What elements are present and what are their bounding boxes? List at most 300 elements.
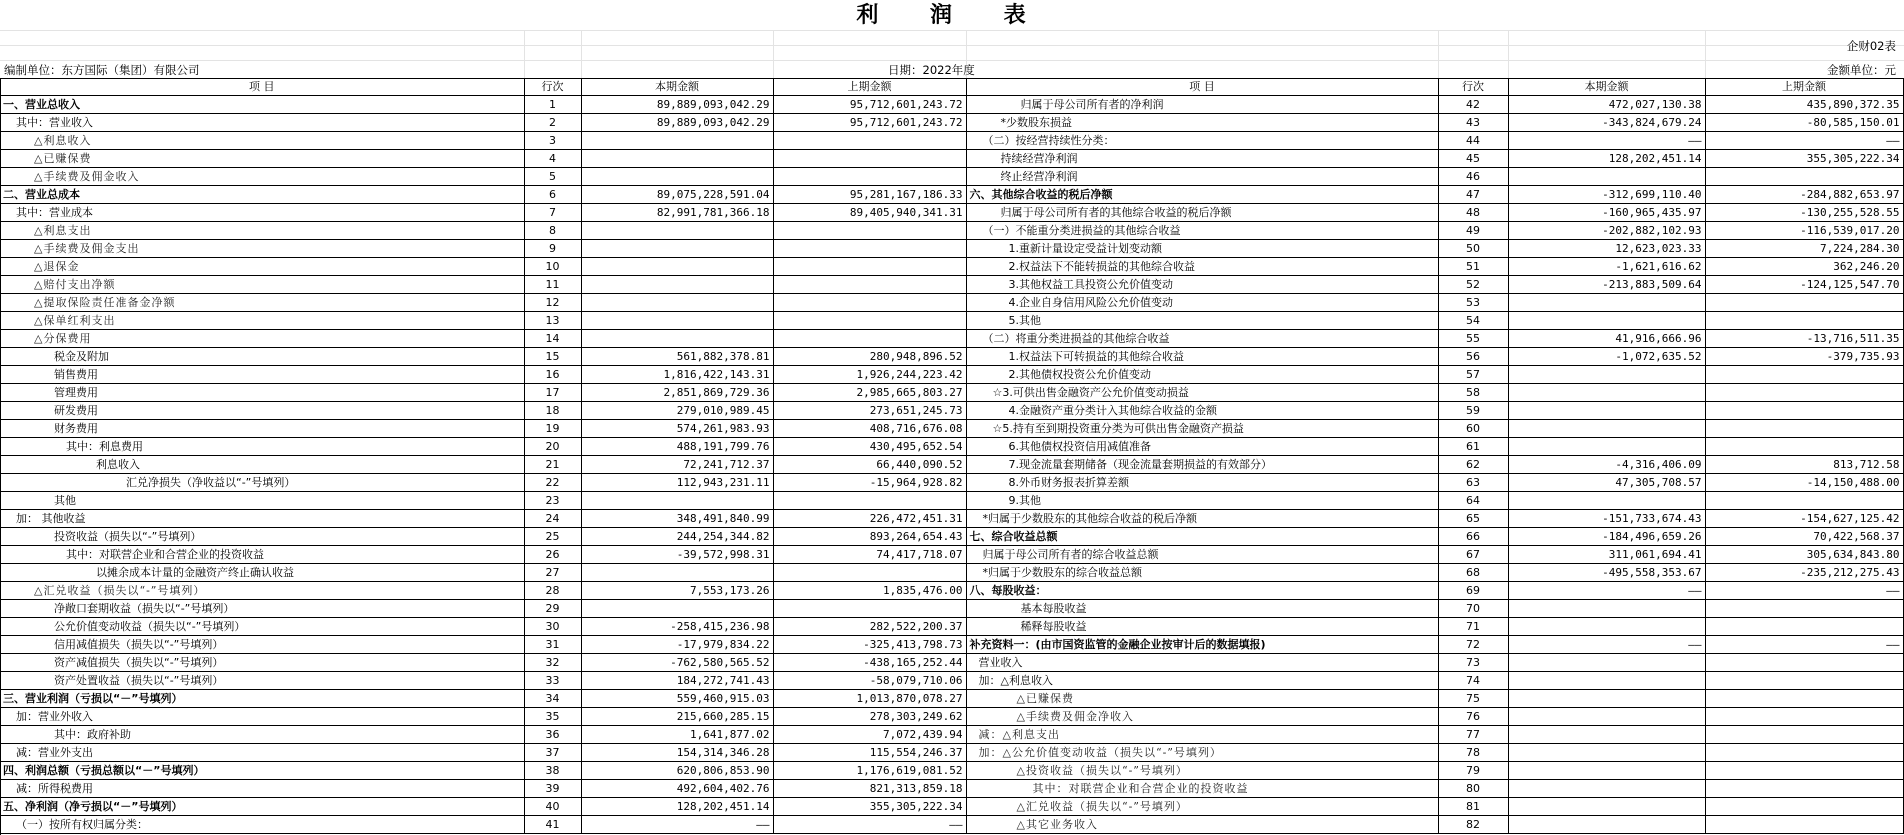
left-prior-amount: 95,712,601,243.72 [773, 114, 966, 132]
right-current-amount [1508, 744, 1705, 762]
left-item-label: △汇兑收益（损失以“-”号填列） [0, 582, 524, 600]
left-line-number: 17 [524, 384, 581, 402]
right-prior-amount [1705, 654, 1903, 672]
left-line-number: 18 [524, 402, 581, 420]
right-line-number: 60 [1438, 420, 1508, 438]
header-line-2: 行次 [1438, 78, 1508, 96]
left-item-label: 减：所得税费用 [0, 780, 524, 798]
left-line-number: 9 [524, 240, 581, 258]
right-current-amount: -343,824,679.24 [1508, 114, 1705, 132]
left-prior-amount: 115,554,246.37 [773, 744, 966, 762]
table-row [0, 762, 1903, 780]
left-item-label: （一）按所有权归属分类： [0, 816, 524, 834]
right-line-number: 61 [1438, 438, 1508, 456]
left-line-number: 25 [524, 528, 581, 546]
left-item-label: 加： 其他收益 [0, 510, 524, 528]
table-row [0, 258, 1903, 276]
right-prior-amount [1705, 798, 1903, 816]
right-line-number: 63 [1438, 474, 1508, 492]
left-current-amount [581, 312, 773, 330]
left-line-number: 3 [524, 132, 581, 150]
right-prior-amount: 813,712.58 [1705, 456, 1903, 474]
left-current-amount: -258,415,236.98 [581, 618, 773, 636]
left-prior-amount [773, 276, 966, 294]
right-current-amount [1508, 402, 1705, 420]
left-line-number: 11 [524, 276, 581, 294]
left-prior-amount: 821,313,859.18 [773, 780, 966, 798]
left-item-label: 汇兑净损失（净收益以“-”号填列） [0, 474, 524, 492]
right-current-amount: -1,072,635.52 [1508, 348, 1705, 366]
table-row [0, 510, 1903, 528]
left-line-number: 21 [524, 456, 581, 474]
left-item-label: 加：营业外收入 [0, 708, 524, 726]
table-row [0, 330, 1903, 348]
table-row [0, 186, 1903, 204]
right-current-amount: -312,699,110.40 [1508, 186, 1705, 204]
right-item-label: 4.企业自身信用风险公允价值变动 [966, 294, 1438, 312]
right-item-label: 加：△利息收入 [966, 672, 1438, 690]
right-prior-amount [1705, 384, 1903, 402]
right-prior-amount: 435,890,372.35 [1705, 96, 1903, 114]
header-prior-2: 上期金额 [1705, 78, 1903, 96]
table-row [0, 366, 1903, 384]
table-row [0, 564, 1903, 582]
left-item-label: 其他 [0, 492, 524, 510]
left-item-label: 净敞口套期收益（损失以“-”号填列） [0, 600, 524, 618]
left-current-amount [581, 600, 773, 618]
right-line-number: 49 [1438, 222, 1508, 240]
table-row [0, 492, 1903, 510]
left-prior-amount: 66,440,090.52 [773, 456, 966, 474]
right-prior-amount [1705, 420, 1903, 438]
left-line-number: 6 [524, 186, 581, 204]
right-prior-amount [1705, 816, 1903, 834]
right-line-number: 78 [1438, 744, 1508, 762]
left-prior-amount [773, 240, 966, 258]
left-prior-amount: 226,472,451.31 [773, 510, 966, 528]
left-prior-amount: 95,712,601,243.72 [773, 96, 966, 114]
left-item-label: 税金及附加 [0, 348, 524, 366]
left-prior-amount: -15,964,928.82 [773, 474, 966, 492]
right-item-label: 其中：对联营企业和合营企业的投资收益 [966, 780, 1438, 798]
left-item-label: △分保费用 [0, 330, 524, 348]
left-item-label: 其中：营业收入 [0, 114, 524, 132]
table-row [0, 348, 1903, 366]
right-line-number: 51 [1438, 258, 1508, 276]
income-statement-table [0, 78, 1904, 834]
left-prior-amount [773, 132, 966, 150]
right-line-number: 62 [1438, 456, 1508, 474]
right-current-amount [1508, 618, 1705, 636]
right-item-label: （一）不能重分类进损益的其他综合收益 [966, 222, 1438, 240]
right-prior-amount: -116,539,017.20 [1705, 222, 1903, 240]
table-row [0, 420, 1903, 438]
right-current-amount [1508, 384, 1705, 402]
table-row [0, 402, 1903, 420]
right-current-amount [1508, 492, 1705, 510]
right-prior-amount [1705, 168, 1903, 186]
left-line-number: 39 [524, 780, 581, 798]
left-line-number: 41 [524, 816, 581, 834]
table-row [0, 276, 1903, 294]
right-current-amount [1508, 726, 1705, 744]
right-item-label: 归属于母公司所有者的净利润 [966, 96, 1438, 114]
left-prior-amount: 280,948,896.52 [773, 348, 966, 366]
header-current-2: 本期金额 [1508, 78, 1705, 96]
right-current-amount: 12,623,023.33 [1508, 240, 1705, 258]
right-item-label: 归属于母公司所有者的综合收益总额 [966, 546, 1438, 564]
right-line-number: 56 [1438, 348, 1508, 366]
left-prior-amount [773, 600, 966, 618]
right-item-label: 减：△利息支出 [966, 726, 1438, 744]
left-item-label: △利息收入 [0, 132, 524, 150]
table-row [0, 456, 1903, 474]
table-row [0, 222, 1903, 240]
right-current-amount: 472,027,130.38 [1508, 96, 1705, 114]
left-item-label: 公允价值变动收益（损失以“-”号填列） [0, 618, 524, 636]
table-row [0, 636, 1903, 654]
table-row [0, 600, 1903, 618]
left-item-label: △已赚保费 [0, 150, 524, 168]
left-line-number: 30 [524, 618, 581, 636]
right-line-number: 42 [1438, 96, 1508, 114]
right-item-label: 8.外币财务报表折算差额 [966, 474, 1438, 492]
right-prior-amount [1705, 438, 1903, 456]
table-row [0, 780, 1903, 798]
form-code: 企财02表 [1846, 39, 1896, 53]
left-item-label: 利息收入 [0, 456, 524, 474]
left-item-label: △手续费及佣金收入 [0, 168, 524, 186]
table-row [0, 744, 1903, 762]
left-current-amount [581, 150, 773, 168]
right-line-number: 81 [1438, 798, 1508, 816]
right-prior-amount: 362,246.20 [1705, 258, 1903, 276]
left-prior-amount [773, 330, 966, 348]
right-line-number: 66 [1438, 528, 1508, 546]
left-item-label: 其中：政府补助 [0, 726, 524, 744]
table-row [0, 690, 1903, 708]
right-line-number: 68 [1438, 564, 1508, 582]
left-current-amount: 561,882,378.81 [581, 348, 773, 366]
right-current-amount: —— [1508, 582, 1705, 600]
left-prior-amount [773, 222, 966, 240]
left-current-amount: 244,254,344.82 [581, 528, 773, 546]
right-prior-amount [1705, 780, 1903, 798]
right-line-number: 59 [1438, 402, 1508, 420]
left-current-amount: 82,991,781,366.18 [581, 204, 773, 222]
left-current-amount [581, 258, 773, 276]
right-prior-amount: —— [1705, 132, 1903, 150]
right-item-label: ☆5.持有至到期投资重分类为可供出售金融资产损益 [966, 420, 1438, 438]
left-current-amount [581, 564, 773, 582]
left-line-number: 33 [524, 672, 581, 690]
right-current-amount: -495,558,353.67 [1508, 564, 1705, 582]
left-current-amount [581, 330, 773, 348]
right-item-label: 八、每股收益： [966, 582, 1438, 600]
left-prior-amount [773, 150, 966, 168]
left-line-number: 13 [524, 312, 581, 330]
right-item-label: 稀释每股收益 [966, 618, 1438, 636]
left-current-amount: 1,641,877.02 [581, 726, 773, 744]
table-row [0, 150, 1903, 168]
left-item-label: 四、利润总额（亏损总额以“－”号填列） [0, 762, 524, 780]
right-item-label: △手续费及佣金净收入 [966, 708, 1438, 726]
right-item-label: 3.其他权益工具投资公允价值变动 [966, 276, 1438, 294]
right-item-label: 9.其他 [966, 492, 1438, 510]
right-line-number: 54 [1438, 312, 1508, 330]
left-line-number: 4 [524, 150, 581, 168]
right-prior-amount [1705, 312, 1903, 330]
right-line-number: 70 [1438, 600, 1508, 618]
right-line-number: 44 [1438, 132, 1508, 150]
left-line-number: 14 [524, 330, 581, 348]
right-item-label: 加：△公允价值变动收益（损失以“-”号填列） [966, 744, 1438, 762]
left-line-number: 1 [524, 96, 581, 114]
left-current-amount [581, 294, 773, 312]
amount-unit: 金额单位：元 [1827, 63, 1896, 77]
left-line-number: 28 [524, 582, 581, 600]
left-prior-amount: 2,985,665,803.27 [773, 384, 966, 402]
left-item-label: 三、营业利润（亏损以“－”号填列） [0, 690, 524, 708]
right-current-amount [1508, 312, 1705, 330]
right-current-amount [1508, 816, 1705, 834]
right-current-amount: -184,496,659.26 [1508, 528, 1705, 546]
left-current-amount: 112,943,231.11 [581, 474, 773, 492]
left-current-amount: 620,806,853.90 [581, 762, 773, 780]
right-item-label: 2.其他债权投资公允价值变动 [966, 366, 1438, 384]
right-current-amount: -213,883,509.64 [1508, 276, 1705, 294]
right-current-amount [1508, 780, 1705, 798]
left-current-amount: 574,261,983.93 [581, 420, 773, 438]
right-item-label: *少数股东损益 [966, 114, 1438, 132]
left-current-amount: 488,191,799.76 [581, 438, 773, 456]
left-prior-amount: 89,405,940,341.31 [773, 204, 966, 222]
right-line-number: 67 [1438, 546, 1508, 564]
right-current-amount [1508, 798, 1705, 816]
left-line-number: 12 [524, 294, 581, 312]
table-row [0, 528, 1903, 546]
table-row [0, 798, 1903, 816]
table-row [0, 204, 1903, 222]
left-item-label: △赔付支出净额 [0, 276, 524, 294]
left-current-amount: 128,202,451.14 [581, 798, 773, 816]
left-prior-amount [773, 312, 966, 330]
left-prior-amount: —— [773, 816, 966, 834]
left-line-number: 31 [524, 636, 581, 654]
right-line-number: 57 [1438, 366, 1508, 384]
table-row [0, 114, 1903, 132]
left-line-number: 26 [524, 546, 581, 564]
left-line-number: 24 [524, 510, 581, 528]
left-current-amount [581, 276, 773, 294]
right-prior-amount [1705, 366, 1903, 384]
right-line-number: 76 [1438, 708, 1508, 726]
right-prior-amount [1705, 708, 1903, 726]
left-item-label: 减：营业外支出 [0, 744, 524, 762]
right-item-label: 七、综合收益总额 [966, 528, 1438, 546]
right-current-amount [1508, 690, 1705, 708]
right-prior-amount: 355,305,222.34 [1705, 150, 1903, 168]
table-row [0, 546, 1903, 564]
left-current-amount: 89,889,093,042.29 [581, 114, 773, 132]
right-prior-amount: 70,422,568.37 [1705, 528, 1903, 546]
right-prior-amount [1705, 726, 1903, 744]
header-line: 行次 [524, 78, 581, 96]
right-prior-amount: -124,125,547.70 [1705, 276, 1903, 294]
right-prior-amount: —— [1705, 582, 1903, 600]
right-item-label: 终止经营净利润 [966, 168, 1438, 186]
right-prior-amount [1705, 672, 1903, 690]
report-title: 利 润 表 [856, 2, 1048, 28]
right-prior-amount [1705, 690, 1903, 708]
right-current-amount [1508, 600, 1705, 618]
left-current-amount [581, 222, 773, 240]
table-row [0, 582, 1903, 600]
header-item: 项 目 [0, 78, 524, 96]
right-prior-amount: —— [1705, 636, 1903, 654]
right-line-number: 82 [1438, 816, 1508, 834]
right-item-label: 营业收入 [966, 654, 1438, 672]
left-current-amount: 154,314,346.28 [581, 744, 773, 762]
right-item-label: *归属于少数股东的综合收益总额 [966, 564, 1438, 582]
left-prior-amount: 893,264,654.43 [773, 528, 966, 546]
right-current-amount: -202,882,102.93 [1508, 222, 1705, 240]
right-prior-amount: -379,735.93 [1705, 348, 1903, 366]
right-current-amount [1508, 762, 1705, 780]
left-current-amount: -17,979,834.22 [581, 636, 773, 654]
left-item-label: 其中：对联营企业和合营企业的投资收益 [0, 546, 524, 564]
right-line-number: 64 [1438, 492, 1508, 510]
right-item-label: △投资收益（损失以“-”号填列） [966, 762, 1438, 780]
left-line-number: 35 [524, 708, 581, 726]
left-line-number: 36 [524, 726, 581, 744]
left-line-number: 32 [524, 654, 581, 672]
right-line-number: 55 [1438, 330, 1508, 348]
right-item-label: 6.其他债权投资信用减值准备 [966, 438, 1438, 456]
left-current-amount: -762,580,565.52 [581, 654, 773, 672]
right-prior-amount: -130,255,528.55 [1705, 204, 1903, 222]
right-item-label: 1.重新计量设定受益计划变动额 [966, 240, 1438, 258]
left-item-label: 管理费用 [0, 384, 524, 402]
left-line-number: 7 [524, 204, 581, 222]
left-prior-amount: -325,413,798.73 [773, 636, 966, 654]
left-current-amount [581, 132, 773, 150]
right-line-number: 69 [1438, 582, 1508, 600]
table-row [0, 672, 1903, 690]
left-item-label: △手续费及佣金支出 [0, 240, 524, 258]
right-item-label: 持续经营净利润 [966, 150, 1438, 168]
right-current-amount: 311,061,694.41 [1508, 546, 1705, 564]
left-prior-amount [773, 492, 966, 510]
right-line-number: 52 [1438, 276, 1508, 294]
left-current-amount: 89,075,228,591.04 [581, 186, 773, 204]
right-line-number: 50 [1438, 240, 1508, 258]
left-prior-amount [773, 258, 966, 276]
report-date: 日期：2022年度 [888, 63, 975, 77]
right-current-amount: 128,202,451.14 [1508, 150, 1705, 168]
right-prior-amount: -235,212,275.43 [1705, 564, 1903, 582]
left-item-label: 研发费用 [0, 402, 524, 420]
table-row [0, 384, 1903, 402]
right-line-number: 77 [1438, 726, 1508, 744]
left-item-label: △利息支出 [0, 222, 524, 240]
right-line-number: 48 [1438, 204, 1508, 222]
table-row [0, 96, 1903, 114]
right-prior-amount [1705, 294, 1903, 312]
left-prior-amount: 282,522,200.37 [773, 618, 966, 636]
left-current-amount [581, 492, 773, 510]
right-item-label: 1.权益法下可转损益的其他综合收益 [966, 348, 1438, 366]
left-current-amount: 184,272,741.43 [581, 672, 773, 690]
left-line-number: 34 [524, 690, 581, 708]
left-prior-amount: 7,072,439.94 [773, 726, 966, 744]
left-prior-amount: 355,305,222.34 [773, 798, 966, 816]
left-item-label: 资产处置收益（损失以“-”号填列） [0, 672, 524, 690]
right-prior-amount [1705, 600, 1903, 618]
left-prior-amount: 1,835,476.00 [773, 582, 966, 600]
right-line-number: 65 [1438, 510, 1508, 528]
left-current-amount: —— [581, 816, 773, 834]
right-current-amount: —— [1508, 636, 1705, 654]
right-prior-amount [1705, 744, 1903, 762]
table-row [0, 132, 1903, 150]
left-current-amount: -39,572,998.31 [581, 546, 773, 564]
right-prior-amount: -80,585,150.01 [1705, 114, 1903, 132]
right-current-amount [1508, 420, 1705, 438]
right-current-amount: -151,733,674.43 [1508, 510, 1705, 528]
table-row [0, 294, 1903, 312]
right-current-amount [1508, 708, 1705, 726]
right-item-label: 补充资料一：(由市国资监管的金融企业按审计后的数据填报) [966, 636, 1438, 654]
right-current-amount: -160,965,435.97 [1508, 204, 1705, 222]
table-row [0, 816, 1903, 834]
table-row [0, 708, 1903, 726]
header-item-2: 项 目 [966, 78, 1438, 96]
table-row [0, 654, 1903, 672]
right-item-label: △已赚保费 [966, 690, 1438, 708]
left-prior-amount [773, 294, 966, 312]
right-current-amount: -4,316,406.09 [1508, 456, 1705, 474]
right-prior-amount [1705, 492, 1903, 510]
right-item-label: *归属于少数股东的其他综合收益的税后净额 [966, 510, 1438, 528]
left-current-amount: 559,460,915.03 [581, 690, 773, 708]
right-prior-amount: -13,716,511.35 [1705, 330, 1903, 348]
right-current-amount: -1,621,616.62 [1508, 258, 1705, 276]
left-line-number: 20 [524, 438, 581, 456]
left-current-amount: 7,553,173.26 [581, 582, 773, 600]
right-line-number: 53 [1438, 294, 1508, 312]
left-prior-amount: 1,176,619,081.52 [773, 762, 966, 780]
left-line-number: 10 [524, 258, 581, 276]
table-header-row [0, 78, 1903, 96]
right-prior-amount: -14,150,488.00 [1705, 474, 1903, 492]
table-row [0, 438, 1903, 456]
right-current-amount [1508, 366, 1705, 384]
right-line-number: 45 [1438, 150, 1508, 168]
right-item-label: 2.权益法下不能转损益的其他综合收益 [966, 258, 1438, 276]
right-item-label: 5.其他 [966, 312, 1438, 330]
right-current-amount [1508, 672, 1705, 690]
right-current-amount [1508, 654, 1705, 672]
left-item-label: 以摊余成本计量的金融资产终止确认收益 [0, 564, 524, 582]
right-item-label: （二）按经营持续性分类： [966, 132, 1438, 150]
left-prior-amount: 408,716,676.08 [773, 420, 966, 438]
right-current-amount: 41,916,666.96 [1508, 330, 1705, 348]
table-row [0, 312, 1903, 330]
table-row [0, 240, 1903, 258]
left-prior-amount: -58,079,710.06 [773, 672, 966, 690]
left-prior-amount [773, 564, 966, 582]
